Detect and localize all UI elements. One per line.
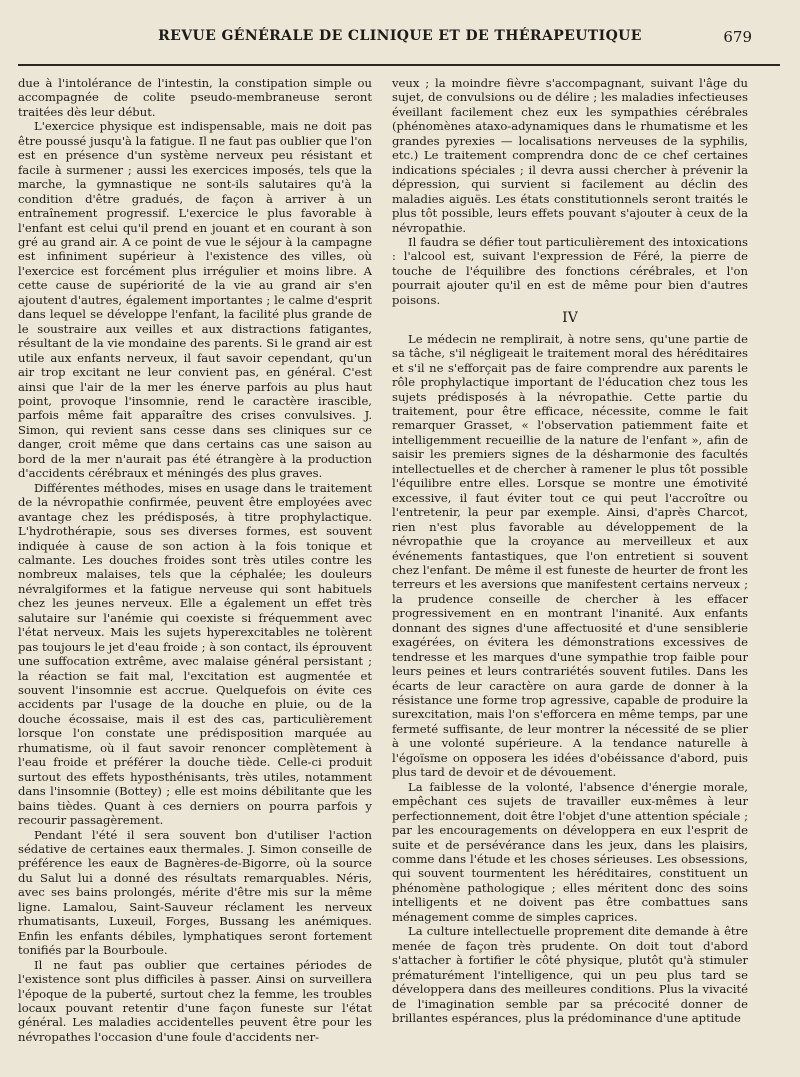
paragraph: Différentes méthodes, mises en usage dans le traitement de la névropathie confirmée, peuvent être employées avec avantage chez les prédisposés, à titre prophylactique. L'hydrothérapie, sous ses diverses formes, est souvent indiquée à cause de son action à la fois tonique et calmante. Les douches froides sont très utiles contre les nombreux malaises, tels que la céphalée; les douleurs névralgiformes et la fatigue nerveuse qui sont habituels chez les jeunes nerveux. Elle a également un effet très salutaire sur l'anémie qui coexiste si fréquemment avec l'état nerveux. Mais les sujets hyperexcitables ne tolèrent pas toujours le jet d'eau froide ; à son contact, ils éprouvent une suffocation extrême, avec malaise général persistant ; la réaction se fait mal, l'excitation est augmentée et souvent l'insomnie est accrue. Quelquefois on évite ces accidents par l'usage de la douche en pluie, ou de la douche écossaise, mais il est des cas, particulièrement lorsque l'on constate une prédisposition marquée au rhumatisme, où il faut savoir renoncer complètement à l'eau froide et préférer la douche tiède. Celle-ci produit surtout des effets hyposthénisants, très utiles, notamment dans l'insomnie (Bottey) ; elle est moins débilitante que les bains tièdes. Quant à ces derniers on pourra parfois y recourir passagèrement. [18, 480, 372, 828]
paragraph: Le médecin ne remplirait, à notre sens, qu'une partie de sa tâche, s'il négligeait le traitement moral des héréditaires et s'il ne s'efforçait pas de faire comprendre aux parents le rôle prophylactique important de l'éducation chez tous les sujets prédisposés à la névropathie. Cette partie du traitement, pour être efficace, nécessite, comme le fait remarquer Grasset, « l'observation patiemment faite et intelligemment recueillie de la nature de l'enfant », afin de saisir les premiers signes de la désharmonie des facultés intellectuelles et de chercher à ramener le plus tôt possible l'équilibre entre elles. Lorsque se montre une émotivité excessive, il faut éviter tout ce qui peut l'accroître ou l'entretenir, la peur par exemple. Ainsi, d'après Charcot, rien n'est plus favorable au développement de la névropathie que la croyance au merveilleux et aux événements fantastiques, que l'on entretient si souvent chez l'enfant. De même il est funeste de heurter de front les terreurs et les aversions que manifestent certains nerveux ; la prudence conseille de chercher à les effacer progressivement en en montrant l'inanité. Aux enfants donnant des signes d'une affectuosité et d'une sensiblerie exagérées, on évitera les démonstrations excessives de tendresse et les marques d'une sympathie trop faible pour leurs peines et leurs contrariétés souvent futiles. Dans les écarts de leur caractère on aura garde de donner à la résistance une forme trop agressive, capable de produire la surexcitation, mais l'on s'efforcera en même temps, par une fermeté suffisante, de leur montrer la nécessité de se plier à une volonté supérieure. A la tendance naturelle à l'égoïsme on opposera les idées d'obéissance d'abord, puis plus tard de devoir et de dévouement. [392, 331, 748, 780]
paragraph: La faiblesse de la volonté, l'absence d'énergie morale, empêchant ces sujets de travailler eux-mêmes à leur perfectionnement, doit être l'objet d'une attention spéciale ; par les encouragements on développera en eux l'esprit de suite et de persévérance dans les jeux, dans les plaisirs, comme dans l'étude et les choses sérieuses. Les obsessions, qui souvent tourmentent les héréditaires, constituent un phénomène pathologique ; elles méritent donc des soins intelligents et ne doivent pas être combattues sans ménagement comme de simples caprices. [392, 779, 748, 924]
paragraph: veux ; la moindre fièvre s'accompagnant, suivant l'âge du sujet, de convulsions ou de délire ; les maladies infectieuses éveillant facilement chez eux les sympathies cérébrales (phénomènes ataxo-adynamiques dans le rhumatisme et les grandes pyrexies — localisations nerveuses de la syphilis, etc.) Le traitement comprendra donc de ce chef certaines indications spéciales ; il devra aussi chercher à prévenir la dépression, qui survient si facilement au déclin des maladies aiguës. Les états constitutionnels seront traités le plus tôt possible, leurs effets pouvant s'ajouter à ceux de la névropathie. [392, 76, 748, 235]
paragraph: Il ne faut pas oublier que certaines périodes de l'existence sont plus difficiles à passer. Ainsi on surveillera l'époque de la puberté, surtout chez la femme, les troubles locaux pouvant retentir d'une façon funeste sur l'état général. Les maladies accidentelles peuvent être pour les névropathes l'occasion d'une foule d'accidents ner- [18, 957, 372, 1044]
left-column [18, 76, 372, 1066]
header-rule [18, 64, 780, 66]
running-title: REVUE GÉNÉRALE DE CLINIQUE ET DE THÉRAPEUTIQUE [158, 28, 642, 44]
page-header [0, 28, 800, 56]
paragraph: La culture intellectuelle proprement dite demande à être menée de façon très prudente. On doit tout d'abord s'attacher à fortifier le côté physique, plutôt qu'à stimuler prématurément l'intelligence, qui un peu plus tard se développera dans des meilleures conditions. Plus la vivacité de l'imagination semble par sa précocité donner de brillantes espérances, plus la prédominance d'une aptitude [392, 924, 748, 1025]
section-number: IV [562, 310, 578, 327]
paragraph: due à l'intolérance de l'intestin, la constipation simple ou accompagnée de colite pseudo-membraneuse seront traitées dès leur début. [18, 76, 372, 119]
paragraph: Pendant l'été il sera souvent bon d'utiliser l'action sédative de certaines eaux thermales. J. Simon conseille de préférence les eaux de Bagnères-de-Bigorre, où la source du Salut lui a donné des résultats remarquables. Néris, avec ses bains prolongés, mérite d'être mis sur la même ligne. Lamalou, Saint-Sauveur réclament les nerveux rhumatisants, Luxeuil, Forges, Bussang les anémiques. Enfin les enfants débiles, lymphatiques seront fortement tonifiés par la Bourboule. [18, 827, 372, 958]
paragraph: Il faudra se défier tout particulièrement des intoxications : l'alcool est, suivant l'expression de Féré, la pierre de touche de l'équilibre des fonctions cérébrales, et l'on pourrait ajouter qu'il en est de même pour bien d'autres poisons. [392, 234, 748, 307]
paragraph: L'exercice physique est indispensable, mais ne doit pas être poussé jusqu'à la fatigue. Il ne faut pas oublier que l'on est en présence d'un système nerveux peu résistant et facile à surmener ; aussi les exercices imposés, tels que la marche, la gymnastique ne sont-ils salutaires qu'à la condition d'être gradués, de façon à arriver à un entraînement progressif. L'exercice le plus favorable à l'enfant est celui qu'il prend en jouant et en courant à son gré au grand air. A ce point de vue le séjour à la campagne est infiniment supérieur à l'existence des villes, où l'exercice est forcément plus irrégulier et moins libre. A cette cause de supériorité de la vie au grand air s'en ajoutent d'autres, également importantes ; le calme d'esprit dans lequel se développe l'enfant, la facilité plus grande de le soustraire aux veilles et aux distractions fatigantes, résultant de la vie mondaine des parents. Si le grand air est utile aux enfants nerveux, il faut savoir cependant, qu'un air trop excitant ne leur convient pas, en général. C'est ainsi que l'air de la mer les énerve parfois au plus haut point, provoque l'insomnie, rend le caractère irascible, parfois même fait apparaître des crises convulsives. J. Simon, qui revient sans cesse dans ses cliniques sur ce danger, croit même que dans certains cas une saison au bord de la mer n'aurait pas été étrangère à la production d'accidents cérébraux et méningés des plus graves. [18, 119, 372, 481]
right-column [392, 76, 748, 1066]
page-number: 679 [723, 28, 752, 46]
